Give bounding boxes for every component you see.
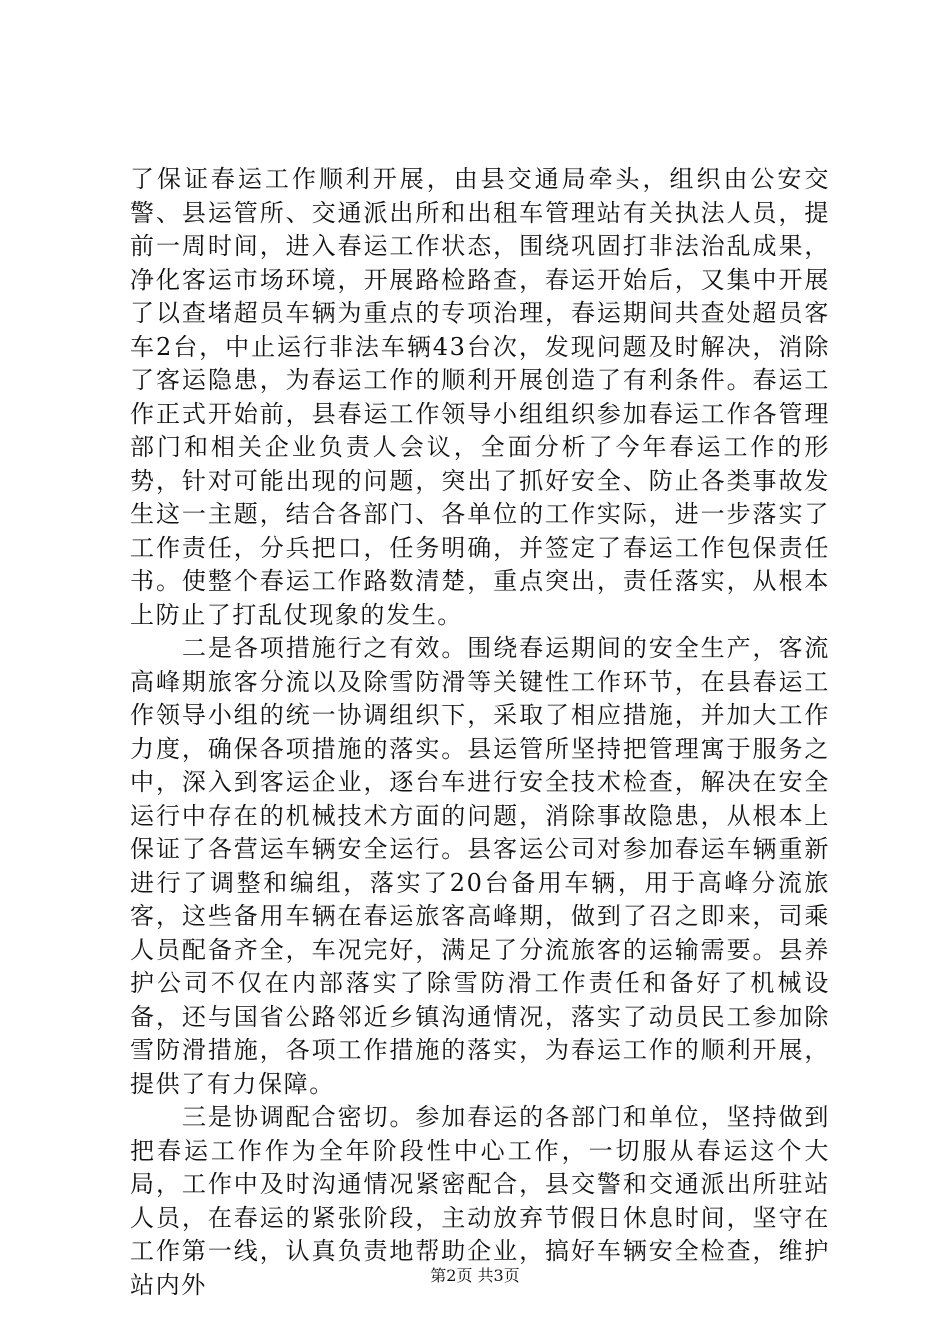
document-body <box>130 163 830 1302</box>
paragraph-1: 了保证春运工作顺利开展，由县交通局牵头，组织由公安交警、县运管所、交通派出所和出租车管理站有关执法人员，提前一周时间，进入春运工作状态，围绕巩固打非法治乱成果，净化客运市场环境，开展路检路查，春运开始后，又集中开展了以查堵超员车辆为重点的专项治理，春运期间共查处超员客车2台，中止运行非法车辆43台次，发现问题及时解决，消除了客运隐患，为春运工作的顺利开展创造了有利条件。春运工作正式开始前，县春运工作领导小组组织参加春运工作各管理部门和相关企业负责人会议，全面分析了今年春运工作的形势，针对可能出现的问题，突出了抓好安全、防止各类事故发生这一主题，结合各部门、各单位的工作实际，进一步落实了工作责任，分兵把口，任务明确，并签定了春运工作包保责任书。使整个春运工作路数清楚，重点突出，责任落实，从根本上防止了打乱仗现象的发生。 <box>130 165 830 629</box>
paragraph-2: 二是各项措施行之有效。围绕春运期间的安全生产，客流高峰期旅客分流以及除雪防滑等关键性工作环节，在县春运工作领导小组的统一协调组织下，采取了相应措施，并加大工作力度，确保各项措施的落实。县运管所坚持把管理寓于服务之中，深入到客运企业，逐台车进行安全技术检查，解决在安全运行中存在的机械技术方面的问题，消除事故隐患，从根本上保证了各营运车辆安全运行。县客运公司对参加春运车辆重新进行了调整和编组，落实了20台备用车辆，用于高峰分流旅客，这些备用车辆在春运旅客高峰期，做到了召之即来，司乘人员配备齐全，车况完好，满足了分流旅客的运输需要。县养护公司不仅在内部落实了除雪防滑工作责任和备好了机械设备，还与国省公路邻近乡镇沟通情况，落实了动员民工参加除雪防滑措施，各项工作措施的落实，为春运工作的顺利开展，提供了有力保障。 <box>130 634 830 1098</box>
page-number-footer: 第2页 共3页 <box>430 1266 520 1285</box>
paragraph-3: 三是协调配合密切。参加春运的各部门和单位，坚持做到把春运工作作为全年阶段性中心工作，一切服从春运这个大局，工作中及时沟通情况紧密配合，县交警和交通派出所驻站人员，在春运的紧张阶段，主动放弃节假日休息时间，坚守在工作第一线，认真负责地帮助企业，搞好车辆安全检查，维护站内外 <box>130 1103 830 1299</box>
